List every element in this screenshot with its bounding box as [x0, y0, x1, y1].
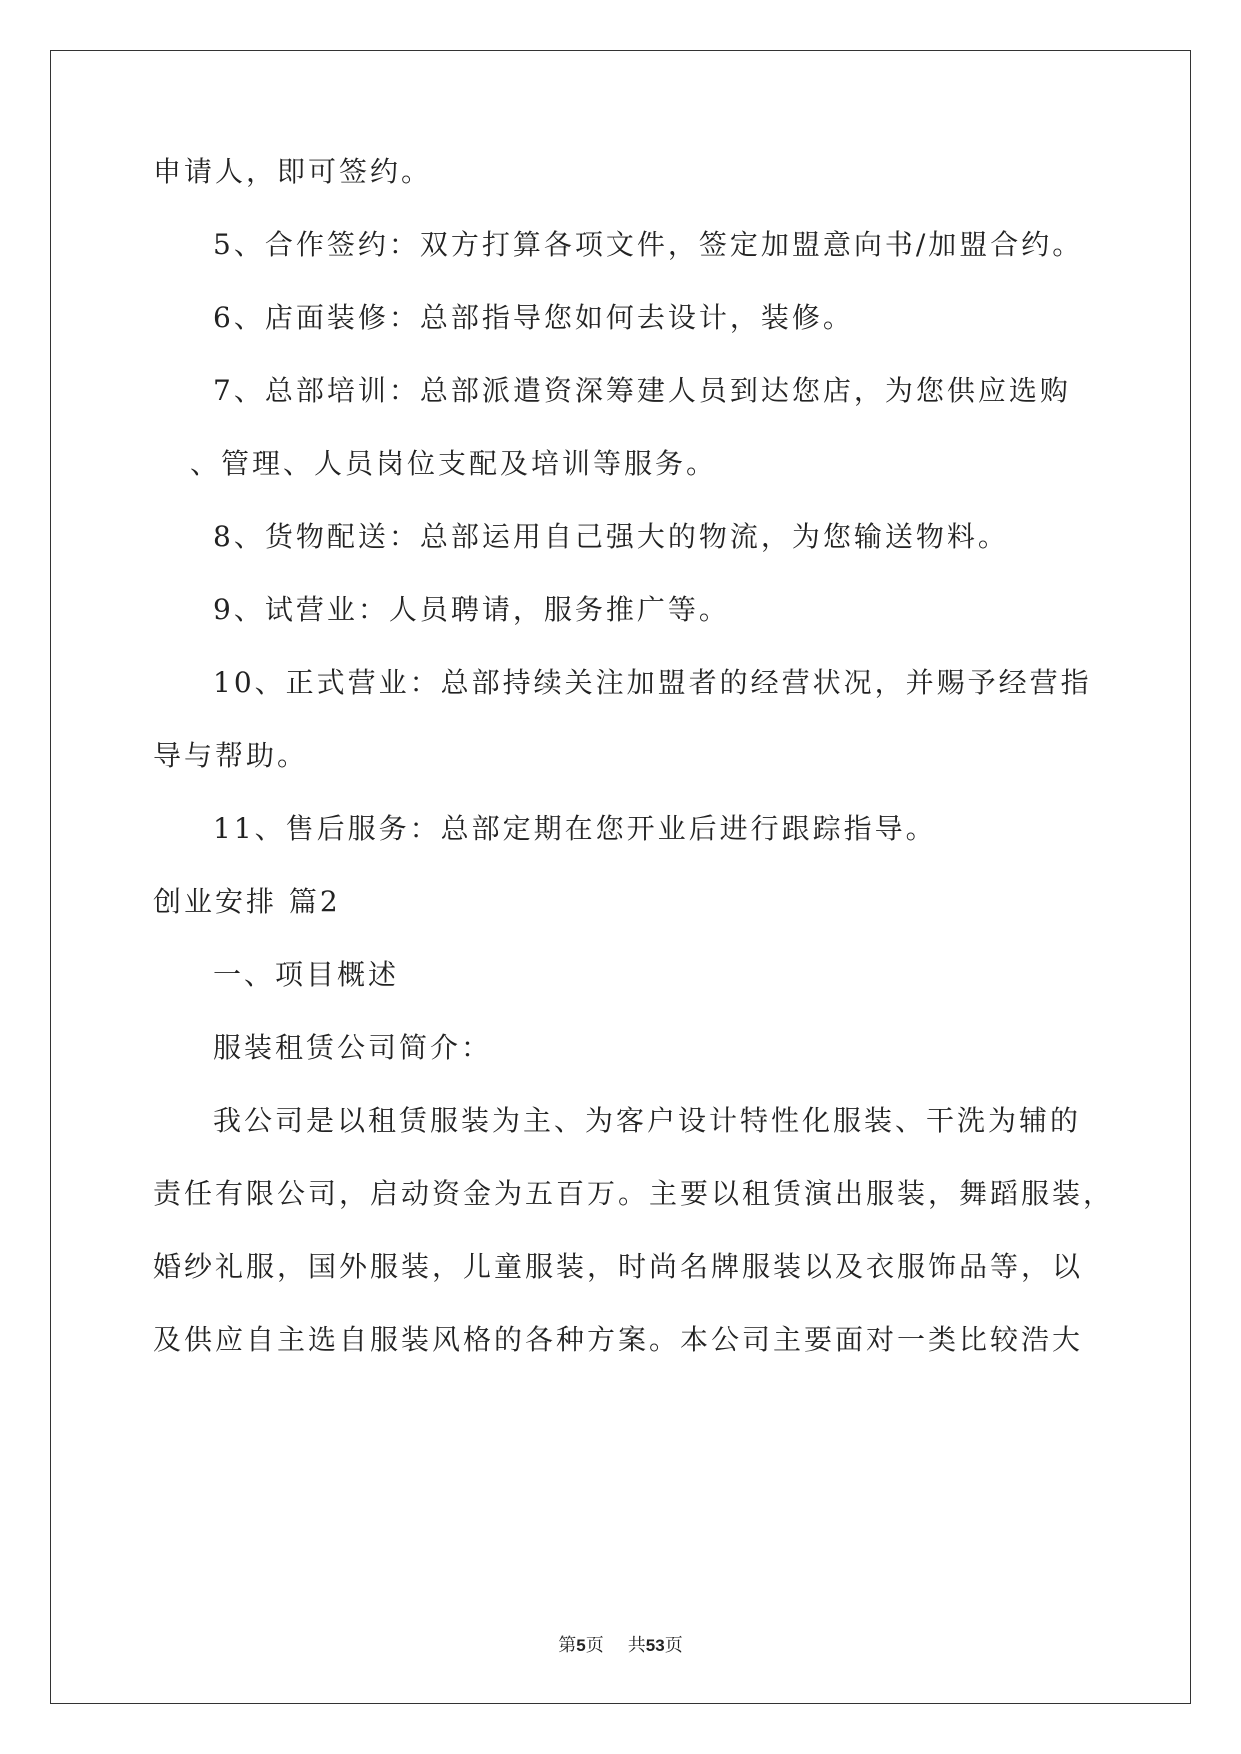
- page-footer: [0, 1633, 1241, 1658]
- text-line: 9、试营业：人员聘请，服务推广等。: [213, 593, 730, 626]
- text-line: 、管理、人员岗位支配及培训等服务。: [190, 447, 718, 480]
- footer-prefix: 第: [558, 1635, 577, 1655]
- text-line: 我公司是以租赁服装为主、为客户设计特性化服装、干洗为辅的: [213, 1104, 1082, 1137]
- text-line: 婚纱礼服，国外服装，儿童服装，时尚名牌服装以及衣服饰品等，以: [153, 1250, 1084, 1283]
- text-line: 导与帮助。: [153, 739, 309, 772]
- text-line: 7、总部培训：总部派遣资深筹建人员到达您店，为您供应选购: [213, 374, 1071, 407]
- text-line: 6、店面装修：总部指导您如何去设计，装修。: [213, 301, 854, 334]
- footer-total-suffix: 页: [664, 1635, 683, 1655]
- text-line: 5、合作签约：双方打算各项文件，签定加盟意向书/加盟合约。: [213, 228, 1084, 261]
- text-line: 及供应自主选自服装风格的各种方案。本公司主要面对一类比较浩大: [153, 1323, 1084, 1356]
- text-line: 服装租赁公司简介：: [213, 1031, 493, 1064]
- text-line: 10、正式营业：总部持续关注加盟者的经营状况，并赐予经营指: [213, 666, 1092, 699]
- current-page-number: 5: [576, 1636, 586, 1655]
- text-line: 申请人，即可签约。: [153, 155, 433, 188]
- text-line: 8、货物配送：总部运用自己强大的物流，为您输送物料。: [213, 520, 1009, 553]
- section-heading: 创业安排 篇2: [153, 885, 341, 918]
- subsection-heading: 一、项目概述: [213, 958, 400, 991]
- total-pages-number: 53: [645, 1636, 665, 1655]
- footer-total-prefix: 共: [627, 1635, 646, 1655]
- text-line: 责任有限公司，启动资金为五百万。主要以租赁演出服装，舞蹈服装，: [153, 1177, 1115, 1210]
- footer-page-suffix: 页: [585, 1635, 604, 1655]
- text-line: 11、售后服务：总部定期在您开业后进行跟踪指导。: [213, 812, 937, 845]
